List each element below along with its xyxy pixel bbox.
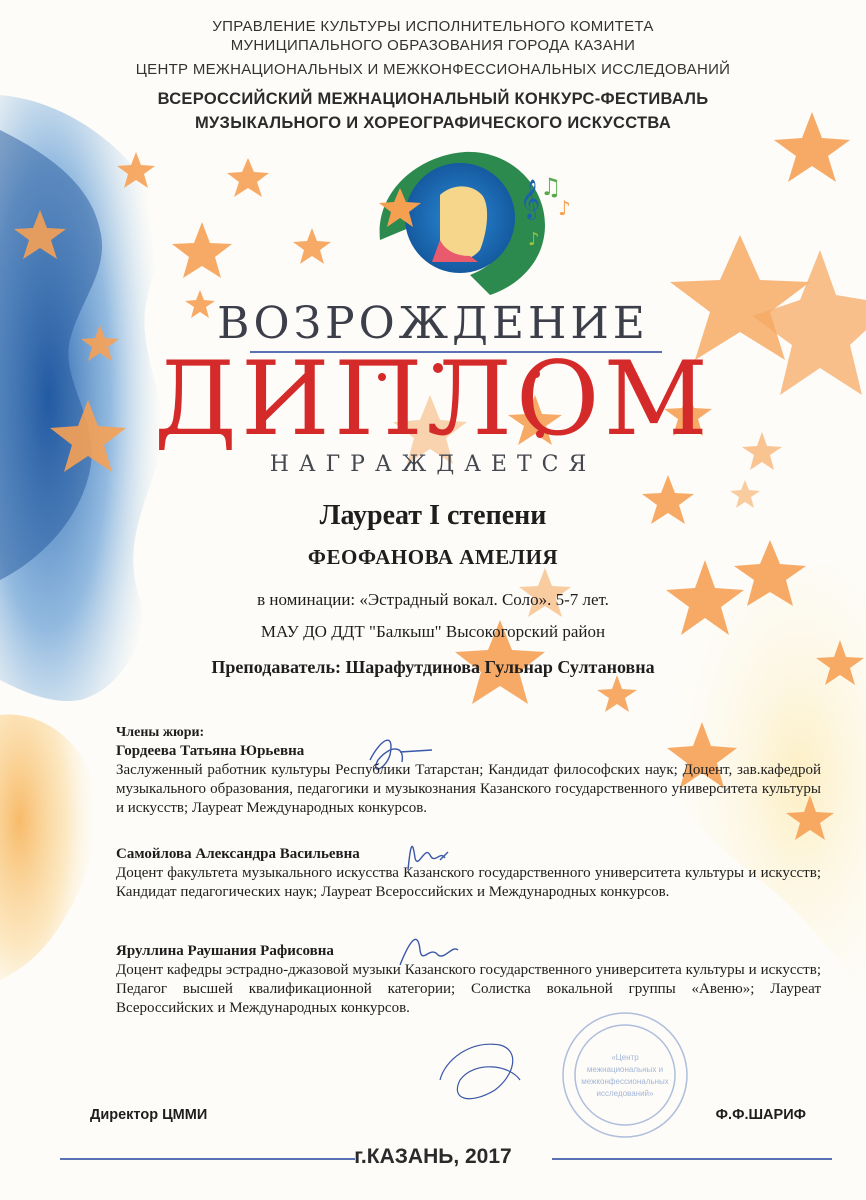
header-line-4: ВСЕРОССИЙСКИЙ МЕЖНАЦИОНАЛЬНЫЙ КОНКУРС-ФЕСТИВАЛЬ — [157, 90, 709, 108]
festival-logo — [379, 152, 571, 295]
header-line-5: МУЗЫКАЛЬНОГО И ХОРЕОГРАФИЧЕСКОГО ИСКУССТВА — [194, 114, 672, 132]
jury-member — [116, 942, 821, 1018]
jury-member — [116, 845, 821, 902]
director-name: Ф.Ф.ШАРИФ — [715, 1107, 806, 1123]
award-degree: Лауреат I степени — [319, 500, 547, 531]
festival-brand-title: ВОЗРОЖДЕНИЕ — [217, 298, 649, 349]
director-title: Директор ЦММИ — [90, 1107, 208, 1123]
organization-stamp — [563, 1013, 687, 1137]
organization: МАУ ДО ДДТ "Балкыш" Высокогорский район — [260, 622, 606, 641]
teacher: Преподаватель: Шарафутдинова Гульнар Султановна — [211, 657, 655, 677]
header-line-3: ЦЕНТР МЕЖНАЦИОНАЛЬНЫХ И МЕЖКОНФЕССИОНАЛЬНЫХ ИССЛЕДОВАНИЙ — [135, 61, 731, 78]
svg-text:«Центр: «Центр — [611, 1053, 639, 1062]
jury-title: Члены жюри: — [116, 725, 205, 740]
svg-text:межнациональных и: межнациональных и — [586, 1065, 664, 1074]
svg-text:♪: ♪ — [528, 229, 540, 250]
svg-text:𝄞: 𝄞 — [520, 179, 541, 219]
jury-member-name: Самойлова Александра Васильевна — [116, 846, 360, 862]
awarded-heading: НАГРАЖДАЕТСЯ — [269, 452, 597, 477]
svg-text:♫: ♫ — [540, 173, 562, 201]
header-line-2: МУНИЦИПАЛЬНОГО ОБРАЗОВАНИЯ ГОРОДА КАЗАНИ — [230, 37, 636, 54]
jury-member-description: Доцент факультета музыкального искусства Казанского государственного университета культуры и искусств; Кандидат педагогических наук; Лауреат Всероссийских и Международных конкурсов. — [116, 865, 821, 900]
diploma-title: ДИПЛОМ — [153, 340, 712, 459]
jury-member-name: Гордеева Татьяна Юрьевна — [116, 743, 305, 759]
svg-text:исследований»: исследований» — [596, 1089, 654, 1098]
header-line-1: УПРАВЛЕНИЕ КУЛЬТУРЫ ИСПОЛНИТЕЛЬНОГО КОМИТЕТА — [212, 18, 654, 35]
jury-member — [116, 742, 821, 818]
nomination: в номинации: «Эстрадный вокал. Соло». 5-7 лет. — [257, 590, 609, 609]
svg-text:♪: ♪ — [558, 196, 571, 220]
awardee-name: ФЕОФАНОВА АМЕЛИЯ — [307, 545, 559, 569]
jury-member-description: Доцент кафедры эстрадно-джазовой музыки Казанского государственного университета культуры и искусств; Педагог высшей квалификационной категории; Солистка вокальной группы «Авеню»; Лауреат Всероссийских и Международных конкурсов. — [116, 962, 821, 1016]
svg-text:межконфессиональных: межконфессиональных — [581, 1077, 669, 1086]
footer-rule-right — [552, 1158, 832, 1160]
jury-member-name: Яруллина Раушания Рафисовна — [116, 943, 334, 959]
city-year: г.КАЗАНЬ, 2017 — [354, 1145, 512, 1168]
jury-member-description: Заслуженный работник культуры Республики Татарстан; Кандидат философских наук; Доцент, зав.кафедрой музыкального образования, педагогики и музыкознания Казанского государственного университета культуры и искусств; Лауреат Международных конкурсов. — [116, 762, 821, 816]
